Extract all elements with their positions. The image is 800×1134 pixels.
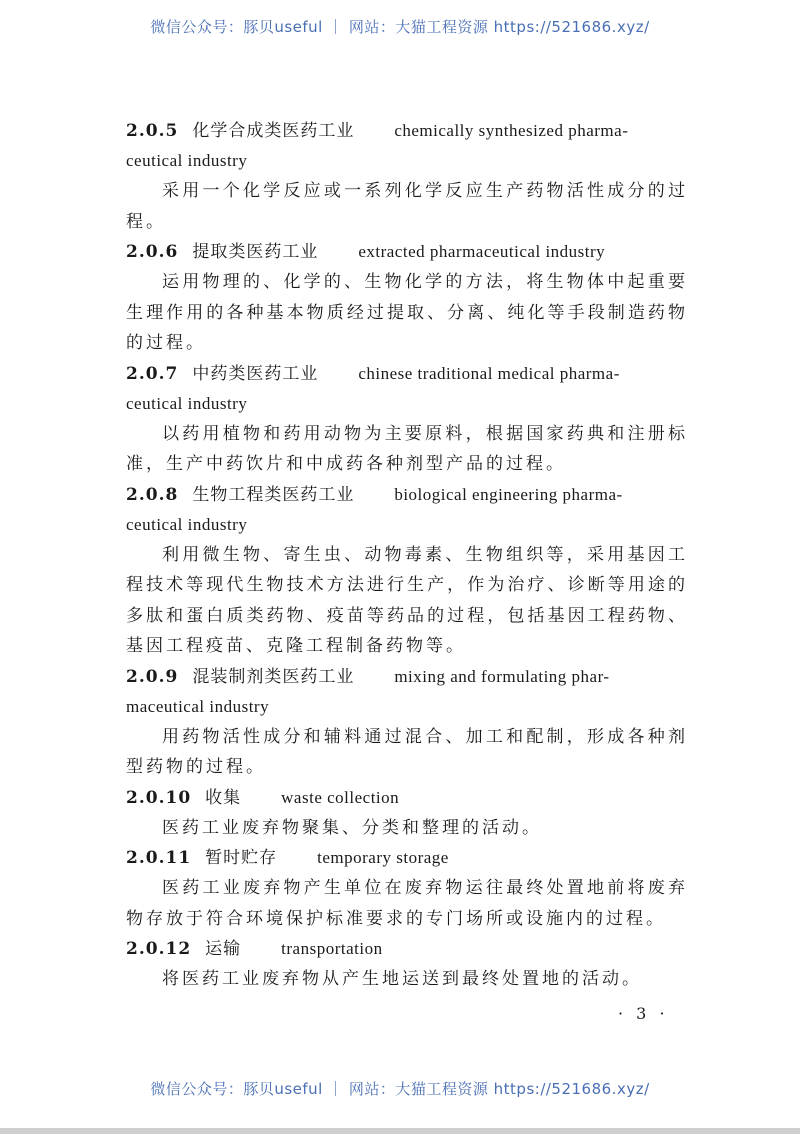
term-chinese: 生物工程类医药工业 (192, 484, 355, 505)
entry-heading (126, 843, 688, 873)
term-definition: 医药工业废弃物产生单位在废弃物运往最终处置地前将废弃物存放于符合环境保护标准要求的专门场所或设施内的过程。 (126, 878, 688, 929)
watermark-bottom: 微信公众号：豚贝useful ｜ 网站：大猫工程资源 https://521686.xyz/ (150, 1080, 650, 1098)
entry-heading (126, 480, 688, 510)
entry-2-0-10 (126, 783, 688, 844)
entry-number: 2.0.9 (126, 666, 179, 687)
page-number: · 3 · (618, 1004, 669, 1023)
page-bottom-edge (0, 1128, 800, 1134)
term-definition: 用药物活性成分和辅料通过混合、加工和配制，形成各种剂型药物的过程。 (126, 726, 688, 777)
entry-2-0-12 (126, 934, 688, 995)
entry-2-0-5 (126, 116, 688, 237)
entry-number: 2.0.7 (126, 363, 179, 384)
term-definition: 采用一个化学反应或一系列化学反应生产药物活性成分的过程。 (126, 181, 688, 232)
term-definition: 以药用植物和药用动物为主要原料，根据国家药典和注册标准，生产中药饮片和中成药各种剂型产品的过程。 (126, 423, 688, 474)
entry-heading (126, 662, 688, 692)
term-english-continued: maceutical industry (126, 696, 270, 716)
entry-number: 2.0.12 (126, 939, 192, 959)
term-chinese: 中药类医药工业 (192, 363, 319, 384)
entry-number: 2.0.11 (126, 848, 192, 868)
term-english-continued: ceutical industry (126, 393, 248, 413)
term-english: waste collection (281, 787, 400, 807)
entry-heading (126, 783, 688, 813)
entry-2-0-8 (126, 480, 688, 662)
entry-number: 2.0.8 (126, 484, 179, 505)
term-english: transportation (281, 939, 383, 958)
entry-number: 2.0.5 (126, 121, 179, 141)
term-chinese: 混装制剂类医药工业 (192, 666, 355, 687)
term-english: chemically synthesized pharma- (394, 121, 629, 140)
watermark-top: 微信公众号：豚贝useful ｜ 网站：大猫工程资源 https://521686.xyz/ (150, 18, 650, 36)
entry-number: 2.0.6 (126, 242, 179, 262)
entry-2-0-7 (126, 359, 688, 480)
term-chinese: 暂时贮存 (205, 848, 278, 868)
term-english: temporary storage (317, 848, 449, 867)
term-definition: 医药工业废弃物聚集、分类和整理的活动。 (162, 817, 542, 838)
term-chinese: 化学合成类医药工业 (192, 121, 355, 141)
term-english: extracted pharmaceutical industry (358, 242, 606, 261)
entry-2-0-6 (126, 237, 688, 359)
entry-heading (126, 359, 688, 389)
entry-heading (126, 116, 688, 146)
entry-heading (126, 934, 688, 964)
term-english: chinese traditional medical pharma- (358, 363, 620, 383)
term-english-continued: ceutical industry (126, 151, 248, 170)
term-chinese: 运输 (205, 939, 242, 959)
term-definition: 运用物理的、化学的、生物化学的方法，将生物体中起重要生理作用的各种基本物质经过提取、分离、纯化等手段制造药物的过程。 (126, 272, 688, 353)
entry-heading (126, 237, 688, 267)
term-english-continued: ceutical industry (126, 514, 248, 534)
term-chinese: 提取类医药工业 (192, 242, 319, 262)
entry-number: 2.0.10 (126, 787, 192, 808)
entry-2-0-11 (126, 843, 688, 934)
term-english: biological engineering pharma- (394, 484, 623, 504)
glossary-content (126, 116, 688, 995)
term-chinese: 收集 (205, 787, 242, 808)
entry-2-0-9 (126, 662, 688, 783)
term-english: mixing and formulating phar- (394, 666, 610, 686)
term-definition: 利用微生物、寄生虫、动物毒素、生物组织等，采用基因工程技术等现代生物技术方法进行生产，作为治疗、诊断等用途的多肽和蛋白质类药物、疫苗等药品的过程，包括基因工程药物、基因工程疫苗、克隆工程制备药物等。 (126, 544, 688, 656)
term-definition: 将医药工业废弃物从产生地运送到最终处置地的活动。 (162, 969, 642, 989)
